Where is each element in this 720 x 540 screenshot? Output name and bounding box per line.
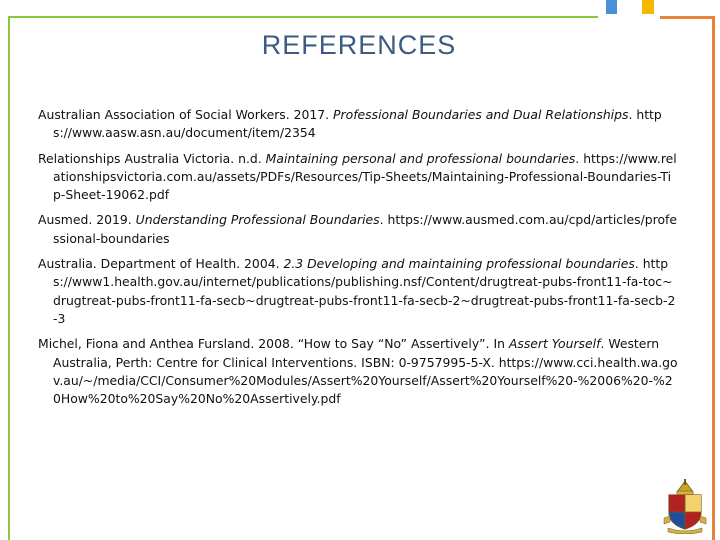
- reference-after-title: .: [379, 212, 384, 228]
- reference-title: Maintaining personal and professional boundaries: [265, 150, 576, 166]
- page-title: REFERENCES: [261, 30, 457, 60]
- reference-title: Assert Yourself: [508, 336, 601, 352]
- reference-item: [38, 255, 678, 328]
- reference-item: [38, 335, 678, 408]
- school-crest-icon: [662, 478, 708, 534]
- reference-item: [38, 150, 678, 205]
- reference-after-title: .: [575, 150, 580, 166]
- reference-url[interactable]: https://www1.health.gov.au/internet/publications/publishing.nsf/Content/drugtreat-pubs-front11-fa-toc~drugtreat-pubs-front11-fa-secb~drugtreat-pubs-front11-fa-secb-2~drugtreat-pubs-front11-fa-secb-2-3: [53, 256, 676, 326]
- reference-title: Understanding Professional Boundaries: [135, 212, 380, 228]
- reference-lead: Relationships Australia Victoria. n.d.: [38, 150, 266, 166]
- reference-lead: Australian Association of Social Workers. 2017.: [38, 107, 334, 122]
- reference-lead: Michel, Fiona and Anthea Fursland. 2008. “How to Say “No” Assertively”. In: [38, 336, 509, 352]
- frame-left-green: [8, 16, 10, 540]
- reference-url[interactable]: https://www.cci.health.wa.gov.au/~/media/CCI/Consumer%20Modules/Assert%20Yourself/Assert%20Yourself%20-%2006%20-%20How%20to%20Say%20No%20Assertively.pdf: [53, 354, 678, 407]
- reference-title: Professional Boundaries and Dual Relationships: [333, 107, 629, 122]
- reference-lead: Ausmed. 2019.: [38, 212, 136, 228]
- reference-lead: Australia. Department of Health. 2004.: [38, 256, 284, 272]
- corner-accent-blue: [606, 0, 617, 14]
- reference-title: 2.3 Developing and maintaining professional boundaries: [283, 256, 635, 272]
- reference-list: [38, 106, 678, 415]
- frame-right-orange: [712, 16, 715, 540]
- corner-accent-yellow: [642, 0, 654, 14]
- reference-after-title: . Western Australia, Perth: Centre for Clinical Interventions. ISBN: 0-9757995-5-X.: [53, 336, 660, 370]
- reference-item: [38, 106, 678, 143]
- frame-top-orange: [660, 16, 715, 19]
- reference-url[interactable]: https://www.relationshipsvictoria.com.au/assets/PDFs/Resources/Tip-Sheets/Maintaining-Professional-Boundaries-Tip-Sheet-19062.pdf: [53, 150, 677, 203]
- reference-url[interactable]: https://www.ausmed.com.au/cpd/articles/professional-boundaries: [53, 212, 678, 246]
- reference-item: [38, 211, 678, 248]
- frame-top-green: [8, 16, 598, 18]
- reference-after-title: .: [634, 256, 639, 272]
- reference-url[interactable]: https://www.aasw.asn.au/document/item/2354: [53, 107, 662, 141]
- reference-after-title: .: [628, 107, 633, 122]
